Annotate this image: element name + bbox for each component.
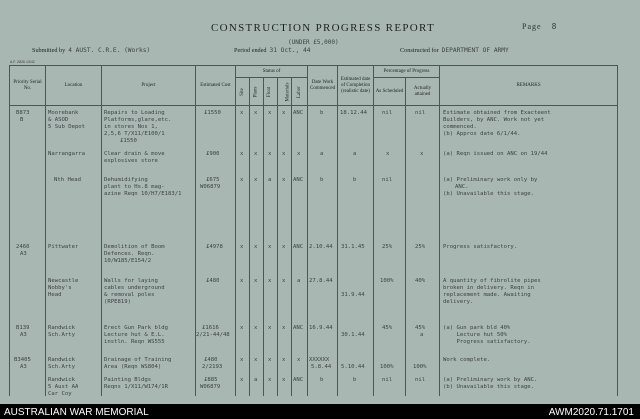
location-cell: Moorebank & ASOD 5 Sub Depot Narrangarra Nth Head Pittwater Newcastle Nobby's Head Randwick Sch.Arty Randwick Sch.Arty Randwick 5 Aust AA Car Coy — [46, 106, 102, 396]
archive-reference: AWM2020.71.1701 — [548, 407, 634, 418]
report-title: CONSTRUCTION PROGRESS REPORT — [211, 22, 435, 34]
form-number: A.F. Z826 13/42 — [10, 60, 35, 64]
col-remarks: REMARKS — [440, 66, 618, 106]
commenced-cell: b a b 2.10.44 27.8.44 16.9.44 XXXXXX 5.8.44 b — [308, 106, 338, 396]
constructed-for: Constructed for DEPARTMENT OF ARMY — [400, 47, 509, 54]
col-labor: Labor — [292, 78, 308, 106]
col-serial: Priority Serial No. — [10, 66, 46, 106]
labor-cell: ANC x ANC ANC a ANC x ANC — [292, 106, 308, 396]
col-site: Site — [236, 78, 250, 106]
col-status-group: Status of — [236, 66, 308, 78]
col-scheduled: As Scheduled — [374, 78, 406, 106]
col-completion: Estimated date of Completion (realistic date) — [338, 66, 374, 106]
page-number: 8 — [551, 22, 558, 31]
report-body — [10, 106, 618, 396]
col-location: Location — [46, 66, 102, 106]
table-row — [10, 106, 618, 396]
col-float: Float — [264, 78, 278, 106]
col-materials: Materials — [278, 78, 292, 106]
col-cost: Estimated Cost — [196, 66, 236, 106]
col-attained: Actually attained — [406, 78, 440, 106]
cost-cell: £1550 £900 £675 W06879 £4978 £480 £1616 2/21-44/48 £480 2/2193 £885 W06879 — [196, 106, 236, 396]
archive-name: AUSTRALIAN WAR MEMORIAL — [4, 407, 149, 418]
col-project: Project — [102, 66, 196, 106]
completion-cell: 18.12.44 a b 31.1.45 31.9.44 30.1.44 5.10.44 b — [338, 106, 374, 396]
submitted-by: Submitted by 4 AUST. C.R.E. (Works) — [32, 47, 151, 54]
archive-footer — [0, 404, 640, 419]
scheduled-cell: nil x nil 25% 100% 45% 100% nil — [374, 106, 406, 396]
site-cell: x x x x x x x x — [236, 106, 250, 396]
page-number-label: Page 8 — [522, 22, 558, 31]
materials-cell: x x x x x x x x — [278, 106, 292, 396]
serial-cell: B873 B 2460 A3 B139 A3 B3405 A3 — [10, 106, 46, 396]
project-cell: Repairs to Loading Platforms,glare,etc. in stores Nos 1, 2,5,6 T/X11/E100/1 £1550 Clear drain & move explosives store Dehumidifying plant to Hs.8 mag- azine Reqn 10/H7/E183/1 Demolition of Boom Defences. Reqn. 10/W185/E154/2 Walls for laying cables underground & removal poles (RPE819) Erect Gun Park bldg Lecture hut & E.L. instln. Reqn WS555 Drainage of Training Area (Reqn WS804) Painting Bldgs Reqns 1/X11/W174/1R — [102, 106, 196, 396]
period-note: (UNDER £5,000) — [288, 39, 339, 46]
progress-table — [9, 65, 618, 396]
attained-cell: nil x 25% 40% 45% a 100% nil — [406, 106, 440, 396]
remarks-cell: Estimate obtained from Exacteent Builders, by ANC. Work not yet commenced. (b) Approx date 6/1/44. (a) Reqn issued on ANC on 19/44 (a) Preliminary work only by ANC. (b) Unavailable this stage. Progress satisfactory. A quantity of fibrolite pipes broken in delivery. Reqn in replacement made. Awaiting delivery. (a) Gun park bld 40% Lecture hut 50% Progress satisfactory. Work complete. (a) Preliminary work by ANC. (b) Unavailable this stage. — [440, 106, 618, 396]
float-cell: x x a x x x x x — [264, 106, 278, 396]
period-ended: Period ended 31 Oct., 44 — [234, 47, 311, 54]
plans-cell: x x x x x x x a — [250, 106, 264, 396]
col-plans: Plans — [250, 78, 264, 106]
col-commenced: Date Work Commenced — [308, 66, 338, 106]
col-percentage-group: Percentage of Progress — [374, 66, 440, 78]
